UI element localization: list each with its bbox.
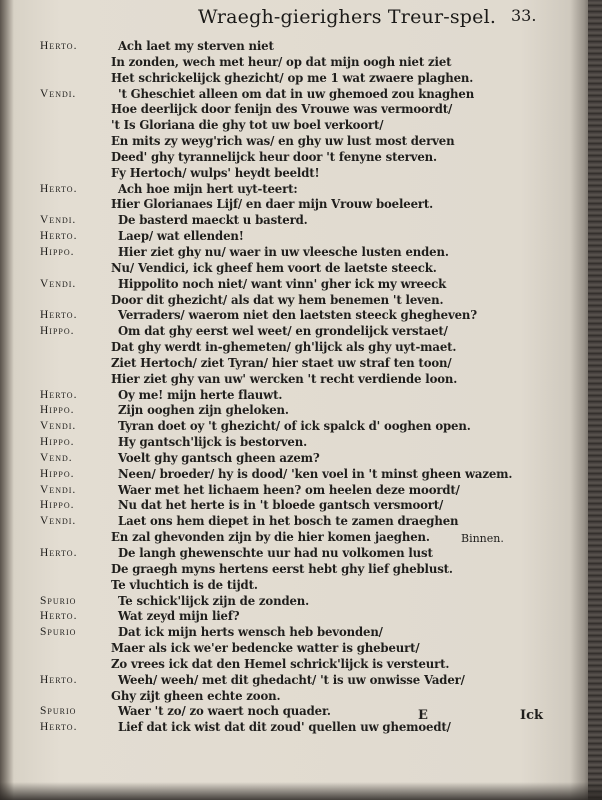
verse-text: Hier Glorianaes Lijf/ en daer mijn Vrouw boeleert. xyxy=(111,197,434,212)
verse-text: Tyran doet oy 't ghezicht/ of ick spalck d' ooghen open. xyxy=(118,419,471,434)
verse-text: De basterd maeckt u basterd. xyxy=(118,213,308,228)
verse-line xyxy=(6,55,588,71)
verse-line xyxy=(6,356,588,372)
verse-text: Lief dat ick wist dat dit zoud' quellen uw ghemoedt/ xyxy=(118,720,451,735)
speaker-name: Vendi. xyxy=(40,87,77,100)
verse-line xyxy=(6,213,588,229)
verse-line xyxy=(6,39,588,55)
verse-text: En zal ghevonden zijn by die hier komen jaeghen. xyxy=(111,530,430,545)
running-title: Wraegh-gierighers Treur-spel. xyxy=(198,6,497,28)
verse-text: Om dat ghy eerst wel weet/ en grondelijck verstaet/ xyxy=(118,324,448,339)
speaker-name: Herto. xyxy=(40,40,78,52)
catchword: Ick xyxy=(520,708,544,723)
verse-line xyxy=(6,641,588,657)
speaker-name: Herto. xyxy=(40,721,78,734)
verse-text: Door dit ghezicht/ als dat wy hem benemen 't leven. xyxy=(111,292,444,307)
speaker-name: Spurio xyxy=(40,594,77,607)
verse-text: De graegh myns hertens eerst hebt ghy lief gheblust. xyxy=(111,561,453,576)
speaker-name: Hippo. xyxy=(40,436,75,449)
play-text xyxy=(6,39,588,736)
speaker-name: Vendi. xyxy=(40,420,77,433)
verse-line xyxy=(6,546,588,562)
page-number: 33. xyxy=(511,6,537,25)
verse-text: Nu dat het herte is in 't bloede gantsch versmoort/ xyxy=(118,498,444,513)
speaker-name: Hippo. xyxy=(40,404,75,417)
verse-text: Ach hoe mijn hert uyt-teert: xyxy=(118,181,298,196)
verse-text: Dat ghy werdt in-ghemeten/ gh'lijck als ghy uyt-maet. xyxy=(111,340,457,355)
speaker-name: Herto. xyxy=(40,230,78,243)
verse-line xyxy=(6,261,588,277)
speaker-name: Herto. xyxy=(40,610,78,623)
verse-text: Nu/ Vendici, ick gheef hem voort de laetste steeck. xyxy=(111,260,437,275)
verse-line xyxy=(6,229,588,245)
speaker-name: Hippo. xyxy=(40,467,75,480)
verse-line xyxy=(6,419,588,435)
verse-line xyxy=(6,673,588,689)
verse-line xyxy=(6,689,588,705)
verse-line xyxy=(6,372,588,388)
speaker-name: Hippo. xyxy=(40,325,75,338)
verse-line xyxy=(6,182,588,198)
verse-text: Hippolito noch niet/ want vinn' gher ick my wreeck xyxy=(118,276,447,291)
speaker-name: Herto. xyxy=(40,182,78,195)
verse-text: Ziet Hertoch/ ziet Tyran/ hier staet uw straf ten toon/ xyxy=(111,355,452,370)
verse-text: Hy gantsch'lijck is bestorven. xyxy=(118,435,308,450)
verse-line xyxy=(6,578,588,594)
verse-line xyxy=(6,87,588,103)
verse-text: En mits zy weyg'rich was/ en ghy uw lust most derven xyxy=(111,134,455,149)
verse-text: In zonden, wech met heur/ op dat mijn oogh niet ziet xyxy=(111,54,452,69)
verse-line xyxy=(6,197,588,213)
verse-text: Waer met het lichaem heen? om heelen deze moordt/ xyxy=(118,482,460,497)
verse-text: Weeh/ weeh/ met dit ghedacht/ 't is uw onwisse Vader/ xyxy=(118,672,465,687)
verse-text: Voelt ghy gantsch gheen azem? xyxy=(118,450,320,465)
verse-line xyxy=(6,594,588,610)
verse-line xyxy=(6,403,588,419)
speaker-name: Spurio xyxy=(40,626,77,639)
speaker-name: Herto. xyxy=(40,309,78,322)
verse-text: Hier ziet ghy van uw' wercken 't recht verdiende loon. xyxy=(111,371,458,386)
verse-line xyxy=(6,435,588,451)
speaker-name: Spurio xyxy=(40,705,77,718)
verse-text: 't Is Gloriana die ghy tot uw boel verkoort/ xyxy=(111,118,384,133)
verse-line xyxy=(6,166,588,182)
verse-line xyxy=(6,625,588,641)
speaker-name: Herto. xyxy=(40,673,78,686)
verse-line xyxy=(6,562,588,578)
verse-text: Oy me! mijn herte flauwt. xyxy=(118,387,283,402)
verse-text: 't Gheschiet alleen om dat in uw ghemoed zou knaghen xyxy=(118,86,475,101)
verse-line xyxy=(6,71,588,87)
verse-line xyxy=(6,388,588,404)
book-page xyxy=(6,0,588,800)
verse-text: Dat ick mijn herts wensch heb bevonden/ xyxy=(118,625,383,640)
verse-text: Ach laet my sterven niet xyxy=(118,39,274,53)
verse-text: Neen/ broeder/ hy is dood/ 'ken voel in 't minst gheen wazem. xyxy=(118,466,513,481)
stage-direction: Binnen. xyxy=(461,532,504,546)
verse-text: Te vluchtich is de tijdt. xyxy=(111,577,258,592)
verse-line xyxy=(6,245,588,261)
verse-line xyxy=(6,530,588,546)
verse-text: Zo vrees ick dat den Hemel schrick'lijck is versteurt. xyxy=(111,656,450,671)
verse-text: Laep/ wat ellenden! xyxy=(118,229,244,244)
verse-line xyxy=(6,467,588,483)
verse-text: Te schick'lijck zijn de zonden. xyxy=(118,593,310,608)
speaker-name: Vendi. xyxy=(40,277,77,290)
verse-line xyxy=(6,293,588,309)
verse-line xyxy=(6,609,588,625)
speaker-name: Vendi. xyxy=(40,214,77,227)
verse-line xyxy=(6,102,588,118)
verse-line xyxy=(6,134,588,150)
verse-text: Het schrickelijck ghezicht/ op me 1 wat zwaere plaghen. xyxy=(111,70,474,85)
speaker-name: Herto. xyxy=(40,547,78,559)
speaker-name: Vend. xyxy=(40,451,73,464)
verse-text: Verraders/ waerom niet den laetsten steeck ghegheven? xyxy=(118,308,477,323)
verse-text: Waer 't zo/ zo waert noch quader. xyxy=(118,704,331,719)
signature-mark: E xyxy=(418,708,428,723)
page-footer xyxy=(6,708,588,726)
verse-line xyxy=(6,483,588,499)
verse-line xyxy=(6,514,588,530)
verse-line xyxy=(6,324,588,340)
verse-line xyxy=(6,340,588,356)
scan-bottom-edge xyxy=(0,782,602,800)
verse-text: Hoe deerlijck door fenijn des Vrouwe was vermoordt/ xyxy=(111,102,453,117)
verse-text: Zijn ooghen zijn gheloken. xyxy=(118,403,289,418)
verse-text: Laet ons hem diepet in het bosch te zamen draeghen xyxy=(118,514,459,529)
speaker-name: Herto. xyxy=(40,388,78,401)
verse-text: Fy Hertoch/ wulps' heydt beeldt! xyxy=(111,165,320,180)
verse-line xyxy=(6,308,588,324)
verse-text: Deed' ghy tyrannelijck heur door 't fenyne sterven. xyxy=(111,149,437,164)
adjacent-page-edge xyxy=(588,0,602,800)
verse-line xyxy=(6,118,588,134)
page-header xyxy=(6,4,588,30)
verse-line xyxy=(6,498,588,514)
speaker-name: Hippo. xyxy=(40,245,75,258)
speaker-name: Vendi. xyxy=(40,483,77,496)
verse-text: Wat zeyd mijn lief? xyxy=(118,609,240,624)
speaker-name: Hippo. xyxy=(40,499,75,512)
verse-line xyxy=(6,451,588,467)
speaker-name: Vendi. xyxy=(40,515,77,528)
verse-text: De langh ghewenschte uur had nu volkomen lust xyxy=(118,546,433,560)
verse-text: Hier ziet ghy nu/ waer in uw vleesche lusten enden. xyxy=(118,244,449,259)
verse-line xyxy=(6,150,588,166)
verse-line xyxy=(6,657,588,673)
verse-text: Maer als ick we'er bedencke watter is ghebeurt/ xyxy=(111,641,420,656)
verse-line xyxy=(6,277,588,293)
verse-text: Ghy zijt gheen echte zoon. xyxy=(111,688,281,703)
